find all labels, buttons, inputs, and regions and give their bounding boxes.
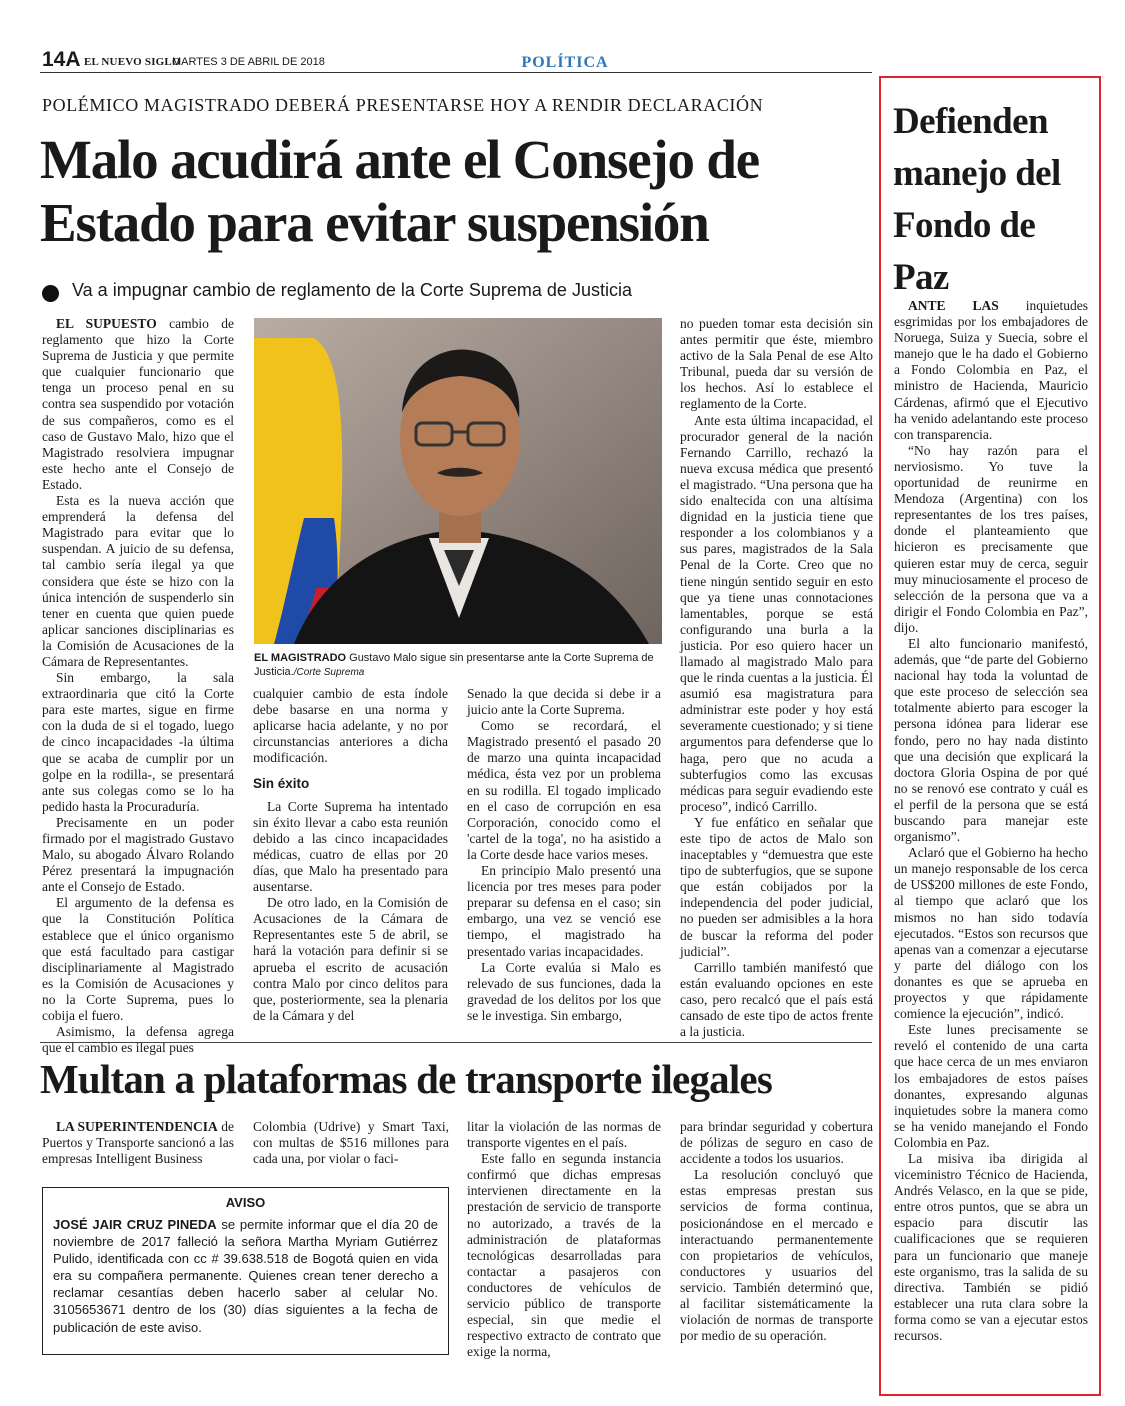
paragraph: para brindar seguridad y cobertura de pólizas de seguro en caso de accidente a todos los usuarios. xyxy=(680,1119,873,1167)
lead-in: ANTE LAS xyxy=(908,298,999,313)
paragraph: El alto funcionario manifestó, además, que “de parte del Gobierno nacional hay toda la voluntad de que este proceso de selección sea totalmente abierto para escoger la persona idónea para liderar ese fondo, pero no hay nada distinto que una decisión que explicará la doctora Gloria Ospina de por qué no se renovó ese contrato y cuál es el perfil de la persona que se está buscando para manejar este organismo”. xyxy=(894,635,1088,845)
photo-credit: /Corte Suprema xyxy=(293,667,365,678)
magistrate-photo xyxy=(254,318,662,644)
sidebar-body xyxy=(894,298,1088,1388)
paragraph: Senado la que decida si debe ir a juicio ante la Corte Suprema. xyxy=(467,686,661,718)
paragraph: La Corte evalúa si Malo es relevado de sus funciones, dada la gravedad de los delitos por los que se le investiga. Sin embargo, xyxy=(467,959,661,1023)
paragraph: La misiva iba dirigida al viceministro Técnico de Hacienda, Andrés Velasco, en la que se pide, entre otros puntos, que se abra un espacio para discutir las cualificaciones que se requieren para un funcionario que maneje este organismo, tras la salida de su directiva. También se pidió establecer una ruta clara sobre la forma como se van a ejecutar estos recursos. xyxy=(894,1150,1088,1343)
story2-column-3 xyxy=(467,1119,661,1360)
paragraph: litar la violación de las normas de transporte vigentes en el país. xyxy=(467,1119,661,1151)
paragraph: El argumento de la defensa es que la Constitución Política establece que el único organismo que está facultado para castigar disciplinariamente al Magistrado es la Comisión de Acusaciones y no la Corte Suprema, pues lo cobija el fuero. xyxy=(42,895,234,1024)
paragraph: Aclaró que el Gobierno ha hecho un manejo responsable de los cerca de US$200 millones de este Fondo, al tiempo que aclaró que los mismos no han sido todavía ejecutados. “Estos son recursos que apenas van a comenzar a ejecutarse y parte del diálogo con los donantes es que se aprueba en proyectos y que rápidamente comience la ejecución”, indicó. xyxy=(894,845,1088,1022)
story2-column-4 xyxy=(680,1119,873,1354)
notice-box xyxy=(42,1187,449,1355)
paragraph: En principio Malo presentó una licencia por tres meses para poder preparar su defensa en el caso; sin embargo, una vez se venció ese tiempo, el magistrado ha presentado varias incapacidades. xyxy=(467,863,661,959)
paragraph: Este lunes precisamente se reveló el contenido de una carta que hace cerca de un mes enviaron los embajadores de estos países donantes, expresando algunas inquietudes sobre la manera como se ha venido manejando el Fondo Colombia en Paz. xyxy=(894,1022,1088,1150)
caption-lead: EL MAGISTRADO xyxy=(254,652,347,664)
paragraph: Sin embargo, la sala extraordinaria que citó la Corte para este martes, sigue en firme con la duda de si el togado, luego de cinco incapacidades -la última que se acaba de cumplir por un golpe en la rodilla-, se presentará ante sus colegas como se lo ha pedido hasta la Procuraduría. xyxy=(42,670,234,814)
caption-text: Gustavo Malo sigue sin presentarse ante la Corte Suprema de Justicia. xyxy=(254,652,654,678)
paragraph: inquietudes esgrimidas por los embajadores de Noruega, Suiza y Suecia, sobre el manejo que le ha dado el Gobierno a Fondo Colombia en Paz, el ministro de Hacienda, Mauricio Cárdenas, afirmó que el Ejecutivo ha venido adelantando este proceso con transparencia. xyxy=(894,298,1088,442)
paragraph: Ante esta última incapacidad, el procurador general de la nación Fernando Carrillo, rechazó la nueva excusa médica que presentó el magistrado. “Una persona que ha sido enaltecida con una altísima dignidad en la justicia tiene que responder a los colombianos y a sus pares, magistrados de la Sala Penal de la Corte. Creo que no tiene ningún sentido seguir en esto que ya tiene unas connotaciones lamentables, porque se está configurando una burla a la justicia. Por eso quiero hacer un llamado al magistrado Malo para que le rinda cuentas a la justicia. Él asumió esa magistratura para administrar este poder y hoy está severamente cuestionado; y si tiene argumentos para defenderse que lo haga, pero que no acuda a subterfugios como las excusas médicas para seguir evadiendo este proceso”, indicó Carrillo. xyxy=(680,412,873,814)
paragraph: De otro lado, en la Comisión de Acusaciones de la Cámara de Representantes este 5 de abril, se hará la votación para definir si se aprueba el escrito de acusación contra Malo por cinco delitos para que, posteriormente, sea la plenaria de la Cámara y del xyxy=(253,895,448,1023)
paragraph: Colombia (Udrive) y Smart Taxi, con multas de $516 millones para cada una, por violar o faci- xyxy=(253,1119,449,1167)
story-subheadline: Va a impugnar cambio de reglamento de la Corte Suprema de Justicia xyxy=(72,280,632,300)
paragraph: La Corte Suprema ha intentado sin éxito llevar a cabo esta reunión debido a las cinco incapacidades médicas, cuatro de ellas por 20 días, que Malo ha presentado para ausentarse. xyxy=(253,798,448,895)
paragraph: Carrillo también manifestó que están evaluando opciones en este caso, pero recalcó que el país está cansado de este tipo de actos frente a la justicia. xyxy=(680,959,873,1040)
lead-in: LA SUPERINTENDENCIA xyxy=(56,1119,218,1134)
sidebar-box xyxy=(879,76,1101,1396)
story2-column-1 xyxy=(42,1119,234,1171)
story-kicker: POLÉMICO MAGISTRADO DEBERÁ PRESENTARSE HOY A RENDIR DECLARACIÓN xyxy=(42,95,764,115)
paragraph: Asimismo, la defensa agrega que el cambio es ilegal pues xyxy=(42,1024,234,1056)
section-label: POLÍTICA xyxy=(521,54,609,71)
second-headline: Multan a plataformas de transporte ilegales xyxy=(40,1056,772,1102)
issue-date: MARTES 3 DE ABRIL DE 2018 xyxy=(172,56,325,68)
photo-caption xyxy=(254,651,664,680)
lead-in: EL SUPUESTO xyxy=(56,316,157,331)
bullet-icon xyxy=(42,285,59,302)
section-subhead: Sin éxito xyxy=(253,776,310,792)
paragraph: cambio de reglamento que hizo la Corte Suprema de Justicia y que permite que cualquier funcionario que tenga un proceso penal en su contra sea suspendido por votación de sus compañeros, como es el caso de Gustavo Malo, hizo que el Magistrado resolviera impugnar este hecho ante el Consejo de Estado. xyxy=(42,316,234,492)
story-column-1 xyxy=(42,316,234,1056)
paragraph: cualquier cambio de esta índole debe basarse en una norma y aplicarse hacia adelante, y no por circunstancias anteriores a dicha modificación. xyxy=(253,686,448,766)
story-column-2 xyxy=(253,686,448,1031)
notice-body xyxy=(53,1216,438,1336)
paragraph: La resolución concluyó que estas empresas prestan sus servicios de forma continua, posicionándose en el mercado e interactuando permanentemente con propietarios de vehículos, conductores y usuarios del servicio. También determinó que, al facilitar sistemáticamente la violación de normas de transporte por medio de su operación. xyxy=(680,1167,873,1344)
paragraph: Precisamente en un poder firmado por el magistrado Gustavo Malo, su abogado Álvaro Rolando Pérez presentará la impugnación ante el Consejo de Estado. xyxy=(42,814,234,895)
story-column-4 xyxy=(680,316,873,1040)
header-divider xyxy=(40,72,872,73)
paragraph: de Puertos y Transporte sancionó a las empresas Intelligent Business xyxy=(42,1119,234,1167)
paragraph: Como se recordará, el Magistrado presentó el pasado 20 de marzo una quinta incapacidad médica, ésta vez por un problema en su rodilla. El togado implicado en el caso de corrupción en esa Corporación, conocido como el 'cartel de la toga', no ha asistido a la Corte desde hace varios meses. xyxy=(467,718,661,862)
paragraph: “No hay razón para el nerviosismo. Yo tuve la oportunidad de reunirme en Mendoza (Argentina) con los representantes de los tres países, donde el planteamiento que hicieron es precisamente que quieren estar muy de cerca, seguir muy minuciosamente el proceso de selección de la persona que va a dirigir el Fondo Colombia en Paz”, dijo. xyxy=(894,442,1088,635)
paragraph: no pueden tomar esta decisión sin antes permitir que éste, miembro activo de la Sala Penal de ese Alto Tribunal, pueda dar su versión de los hechos. Así lo establece el reglamento de la Corte. xyxy=(680,316,873,412)
paragraph: Esta es la nueva acción que emprenderá la defensa del Magistrado para evitar que lo suspendan. A juicio de su defensa, tal cambio sería ilegal ya que considera que éste se hizo con la única intención de suspenderlo sin tener en cuenta que quien puede aplicar sanciones disciplinarias es la Comisión de Acusaciones de la Cámara de Representantes. xyxy=(42,493,234,669)
main-headline: Malo acudirá ante el Consejo de Estado para evitar suspensión xyxy=(40,129,759,253)
paragraph: Y fue enfático en señalar que este tipo de actos de Malo son inaceptables y “demuestra que este tipo de subterfugios, que se supone que están cobijados por la independencia del poder judicial, no pueden ser admisibles a la hora de buscar la reforma del poder judicial”. xyxy=(680,814,873,959)
sidebar-headline: Defienden manejo del Fondo de Paz xyxy=(893,101,1061,298)
newspaper-name: EL NUEVO SIGLO xyxy=(84,56,181,68)
story2-column-2 xyxy=(253,1119,449,1171)
story-column-3 xyxy=(467,686,661,1031)
notice-name: JOSÉ JAIR CRUZ PINEDA xyxy=(53,1217,217,1232)
story-divider xyxy=(40,1042,872,1043)
notice-text: se permite informar que el día 20 de noviembre de 2017 falleció la señora Martha Myriam Gutiérrez Pulido, identificada con cc # 39.638.518 de Bogotá quien en vida era su compañera permanente. Quienes crean tener derecho a reclamar cesantías deben hacerlo saber al celular No. 3105653671 dentro de los (30) días siguientes a la fecha de publicación de este aviso. xyxy=(53,1217,438,1335)
notice-title: AVISO xyxy=(225,1195,266,1210)
page-number: 14A xyxy=(42,48,81,71)
paragraph: Este fallo en segunda instancia confirmó que dichas empresas intervienen directamente en la prestación de servicio de transporte no autorizado, a través de la administración de plataformas tecnológicas desarrolladas para contactar a pasajeros con conductores de vehículos de servicio público de transporte especial, sin que medie el respectivo extracto de contrato que exige la norma, xyxy=(467,1151,661,1360)
